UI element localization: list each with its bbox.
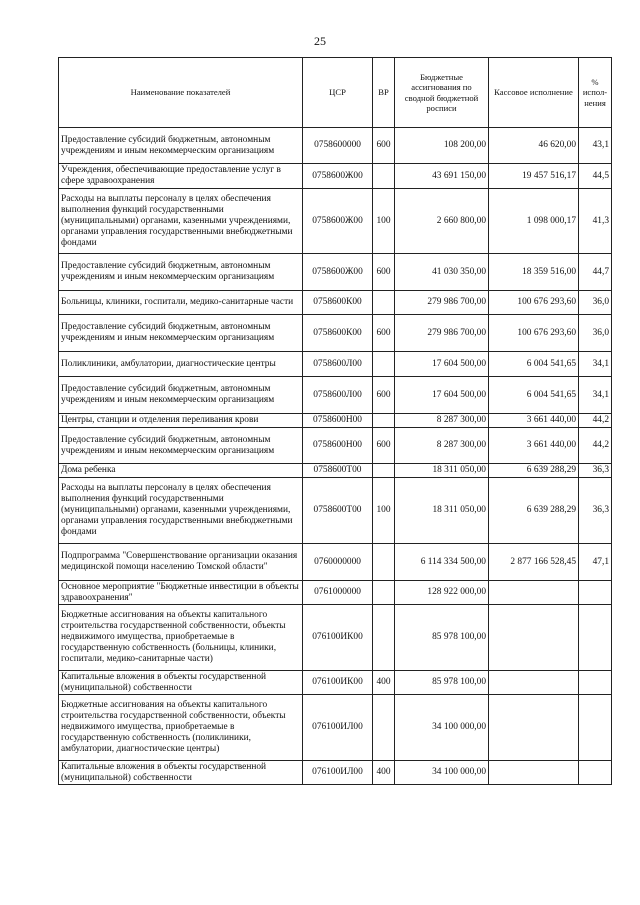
cell-vr: 600 [373,315,395,352]
cell-cash: 3 661 440,00 [489,428,579,464]
header-csr: ЦСР [303,58,373,128]
cell-name: Больницы, клиники, госпитали, медико-санитарные части [59,291,303,315]
cell-cash: 1 098 000,17 [489,189,579,254]
cell-budget: 85 978 100,00 [395,605,489,671]
cell-vr [373,291,395,315]
cell-pct [579,695,612,761]
header-name: Наименование показателей [59,58,303,128]
table-row [59,428,612,464]
cell-cash [489,761,579,785]
cell-csr: 076100ИК00 [303,605,373,671]
cell-name: Предоставление субсидий бюджетным, автономным учреждениям и иным некоммерческим организациям [59,254,303,291]
cell-name: Предоставление субсидий бюджетным, автономным учреждениям и иным некоммерческим организациям [59,377,303,414]
header-vr: ВР [373,58,395,128]
cell-name: Предоставление субсидий бюджетным, автономным учреждениям и иным некоммерческим организациям [59,428,303,464]
cell-budget: 34 100 000,00 [395,695,489,761]
cell-name: Учреждения, обеспечивающие предоставление услуг в сфере здравоохранения [59,164,303,189]
cell-budget: 34 100 000,00 [395,761,489,785]
table-row [59,315,612,352]
cell-csr: 0758600Т00 [303,478,373,544]
cell-cash [489,581,579,605]
cell-vr: 600 [373,128,395,164]
cell-vr: 600 [373,428,395,464]
cell-name: Поликлиники, амбулатории, диагностические центры [59,352,303,377]
cell-pct: 34,1 [579,352,612,377]
header-cash: Кассовое исполнение [489,58,579,128]
cell-budget: 18 311 050,00 [395,478,489,544]
cell-cash: 100 676 293,60 [489,315,579,352]
cell-name: Подпрограмма "Совершенствование организации оказания медицинской помощи населению Томской области" [59,544,303,581]
cell-budget: 17 604 500,00 [395,352,489,377]
cell-csr: 0758600Л00 [303,352,373,377]
cell-budget: 85 978 100,00 [395,671,489,695]
cell-csr: 0760000000 [303,544,373,581]
cell-budget: 2 660 800,00 [395,189,489,254]
cell-pct: 44,7 [579,254,612,291]
cell-budget: 108 200,00 [395,128,489,164]
cell-csr: 0758600000 [303,128,373,164]
cell-pct: 36,3 [579,464,612,478]
cell-vr: 600 [373,377,395,414]
cell-pct: 44,2 [579,428,612,464]
table-row [59,695,612,761]
cell-budget: 43 691 150,00 [395,164,489,189]
cell-pct [579,605,612,671]
table-row [59,464,612,478]
cell-cash: 19 457 516,17 [489,164,579,189]
cell-name: Расходы на выплаты персоналу в целях обеспечения выполнения функций государственными (муниципальными) органами, казенными учреждениями, органами управления государственными внебюджетными фондами [59,189,303,254]
cell-pct: 34,1 [579,377,612,414]
cell-pct: 47,1 [579,544,612,581]
cell-csr: 076100ИЛ00 [303,695,373,761]
cell-pct: 43,1 [579,128,612,164]
cell-vr: 400 [373,761,395,785]
table-row [59,671,612,695]
cell-vr: 100 [373,189,395,254]
cell-pct: 41,3 [579,189,612,254]
cell-vr [373,414,395,428]
cell-csr: 0758600Л00 [303,377,373,414]
table-row [59,544,612,581]
cell-cash [489,605,579,671]
cell-cash: 18 359 516,00 [489,254,579,291]
cell-csr: 076100ИЛ00 [303,761,373,785]
cell-cash: 6 639 288,29 [489,478,579,544]
cell-vr: 100 [373,478,395,544]
cell-csr: 0758600Н00 [303,428,373,464]
cell-pct [579,671,612,695]
cell-name: Центры, станции и отделения переливания крови [59,414,303,428]
cell-name: Бюджетные ассигнования на объекты капитального строительства государственной собственности, объекты недвижимого имущества, приобретаемые в государственную собственность (больницы, клиники, госпитали, медико-санитарные части) [59,605,303,671]
cell-pct: 36,0 [579,291,612,315]
cell-cash: 46 620,00 [489,128,579,164]
table-row [59,414,612,428]
cell-vr [373,164,395,189]
cell-cash [489,671,579,695]
table-row [59,377,612,414]
table-row [59,189,612,254]
header-budget: Бюджетные ассигнования по сводной бюджетной росписи [395,58,489,128]
cell-vr [373,605,395,671]
cell-cash: 3 661 440,00 [489,414,579,428]
cell-csr: 0758600Н00 [303,414,373,428]
cell-csr: 0758600Ж00 [303,189,373,254]
cell-name: Основное мероприятие "Бюджетные инвестиции в объекты здравоохранения" [59,581,303,605]
table-row [59,352,612,377]
cell-budget: 17 604 500,00 [395,377,489,414]
cell-vr [373,352,395,377]
budget-execution-table [58,57,612,785]
cell-vr [373,544,395,581]
table-row [59,478,612,544]
cell-cash: 6 004 541,65 [489,352,579,377]
table-header-row [59,58,612,128]
cell-cash [489,695,579,761]
cell-pct: 44,5 [579,164,612,189]
cell-budget: 41 030 350,00 [395,254,489,291]
table-row [59,581,612,605]
cell-name: Капитальные вложения в объекты государственной (муниципальной) собственности [59,671,303,695]
cell-name: Предоставление субсидий бюджетным, автономным учреждениям и иным некоммерческим организациям [59,315,303,352]
cell-csr: 0758600К00 [303,315,373,352]
cell-pct [579,581,612,605]
page-number: 25 [314,34,326,48]
table-row [59,254,612,291]
cell-csr: 0758600Ж00 [303,164,373,189]
cell-budget: 279 986 700,00 [395,291,489,315]
cell-cash: 6 004 541,65 [489,377,579,414]
cell-vr: 600 [373,254,395,291]
cell-name: Расходы на выплаты персоналу в целях обеспечения выполнения функций государственными (муниципальными) органами, казенными учреждениями, органами управления государственными внебюджетными фондами [59,478,303,544]
cell-vr [373,695,395,761]
cell-vr: 400 [373,671,395,695]
cell-budget: 279 986 700,00 [395,315,489,352]
cell-csr: 076100ИК00 [303,671,373,695]
cell-vr [373,581,395,605]
cell-name: Предоставление субсидий бюджетным, автономным учреждениям и иным некоммерческим организациям [59,128,303,164]
cell-cash: 2 877 166 528,45 [489,544,579,581]
cell-pct: 44,2 [579,414,612,428]
table-row [59,761,612,785]
cell-budget: 8 287 300,00 [395,428,489,464]
cell-name: Бюджетные ассигнования на объекты капитального строительства государственной собственности, объекты недвижимого имущества, приобретаемые в государственную собственность (поликлиники, амбулатории, диагностические центры) [59,695,303,761]
cell-budget: 6 114 334 500,00 [395,544,489,581]
cell-pct: 36,3 [579,478,612,544]
table-row [59,164,612,189]
cell-cash: 100 676 293,60 [489,291,579,315]
cell-cash: 6 639 288,29 [489,464,579,478]
cell-csr: 0758600Т00 [303,464,373,478]
header-pct: % испол-нения [579,58,612,128]
cell-pct [579,761,612,785]
cell-budget: 128 922 000,00 [395,581,489,605]
cell-pct: 36,0 [579,315,612,352]
cell-vr [373,464,395,478]
cell-budget: 8 287 300,00 [395,414,489,428]
cell-name: Дома ребенка [59,464,303,478]
cell-csr: 0761000000 [303,581,373,605]
cell-csr: 0758600Ж00 [303,254,373,291]
cell-name: Капитальные вложения в объекты государственной (муниципальной) собственности [59,761,303,785]
cell-csr: 0758600К00 [303,291,373,315]
table-row [59,291,612,315]
cell-budget: 18 311 050,00 [395,464,489,478]
table-row [59,128,612,164]
table-row [59,605,612,671]
